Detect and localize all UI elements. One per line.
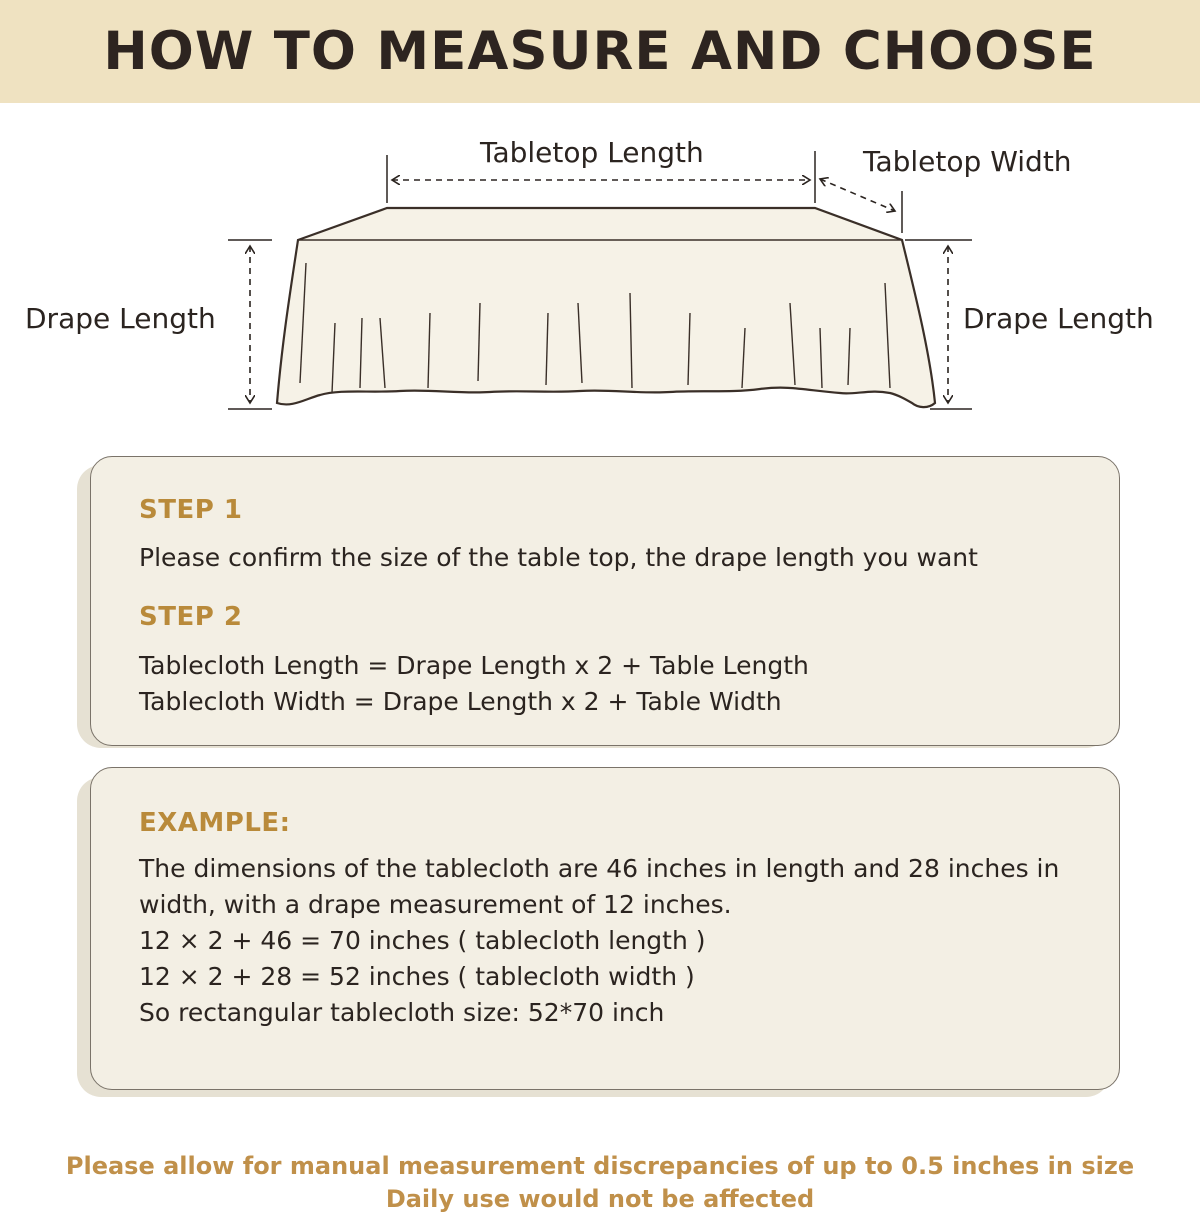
step2-formula-length: Tablecloth Length = Drape Length x 2 + Table Length	[139, 651, 809, 680]
daily-use-note: Daily use would not be affected	[385, 1185, 815, 1213]
tablecloth-body	[277, 208, 935, 407]
steps-card	[90, 456, 1120, 746]
title-banner	[0, 0, 1200, 103]
step1-heading: STEP 1	[139, 495, 243, 525]
example-line: 12 × 2 + 28 = 52 inches ( tablecloth width )	[139, 962, 695, 991]
example-line: 12 × 2 + 46 = 70 inches ( tablecloth length )	[139, 926, 706, 955]
drape-length-label-left: Drape Length	[25, 302, 216, 335]
example-line: width, with a drape measurement of 12 inches.	[139, 890, 732, 919]
tablecloth-diagram	[0, 103, 1200, 443]
measurement-note: Please allow for manual measurement discrepancies of up to 0.5 inches in size	[65, 1152, 1135, 1180]
drape-length-label-right: Drape Length	[963, 302, 1154, 335]
example-line: So rectangular tablecloth size: 52*70 inch	[139, 998, 665, 1027]
tabletop-length-label: Tabletop Length	[480, 136, 704, 169]
tabletop-width-label: Tabletop Width	[863, 145, 1072, 178]
step1-text: Please confirm the size of the table top, the drape length you want	[139, 543, 978, 572]
page-title: HOW TO MEASURE AND CHOOSE	[103, 21, 1097, 82]
example-line: The dimensions of the tablecloth are 46 inches in length and 28 inches in	[139, 854, 1060, 883]
example-heading: EXAMPLE:	[139, 808, 291, 838]
example-card	[90, 767, 1120, 1090]
step2-heading: STEP 2	[139, 602, 243, 632]
step2-formula-width: Tablecloth Width = Drape Length x 2 + Table Width	[139, 687, 782, 716]
